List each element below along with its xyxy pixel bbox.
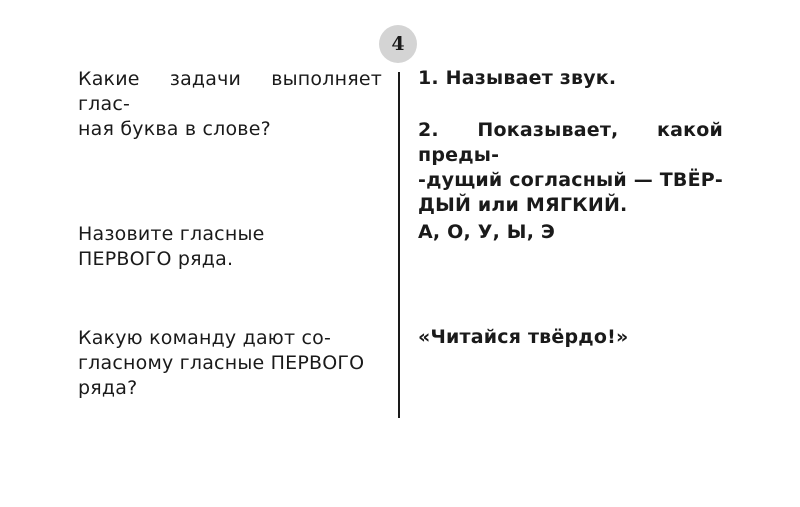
question-line: ряда? <box>78 377 138 399</box>
answer-line: «Читайся твёрдо!» <box>418 326 629 348</box>
question-line: ная буква в слове? <box>78 118 271 140</box>
page-number-badge <box>379 25 417 63</box>
question-2 <box>78 222 382 272</box>
answer-line: ДЫЙ или МЯГКИЙ. <box>418 194 628 216</box>
answer-1 <box>418 66 723 91</box>
question-line: Какую команду дают со- <box>78 327 332 349</box>
column-divider <box>398 72 400 418</box>
answer-1-part-2 <box>418 118 723 218</box>
question-1 <box>78 67 382 142</box>
answer-3 <box>418 325 723 350</box>
question-line: ПЕРВОГО ряда. <box>78 248 234 270</box>
question-3 <box>78 326 382 401</box>
answer-line: А, О, У, Ы, Э <box>418 221 556 243</box>
answer-line: 2. Показывает, какой преды- <box>418 119 723 166</box>
question-line: гласному гласные ПЕРВОГО <box>78 352 365 374</box>
answer-line: -дущий согласный — ТВЁР- <box>418 169 723 191</box>
question-line: Какие задачи выполняет глас- <box>78 68 382 115</box>
page-number: 4 <box>391 33 405 55</box>
answer-line: 1. Называет звук. <box>418 67 617 89</box>
answer-2 <box>418 220 723 245</box>
answer-paragraph <box>418 66 723 91</box>
question-line: Назовите гласные <box>78 223 265 245</box>
